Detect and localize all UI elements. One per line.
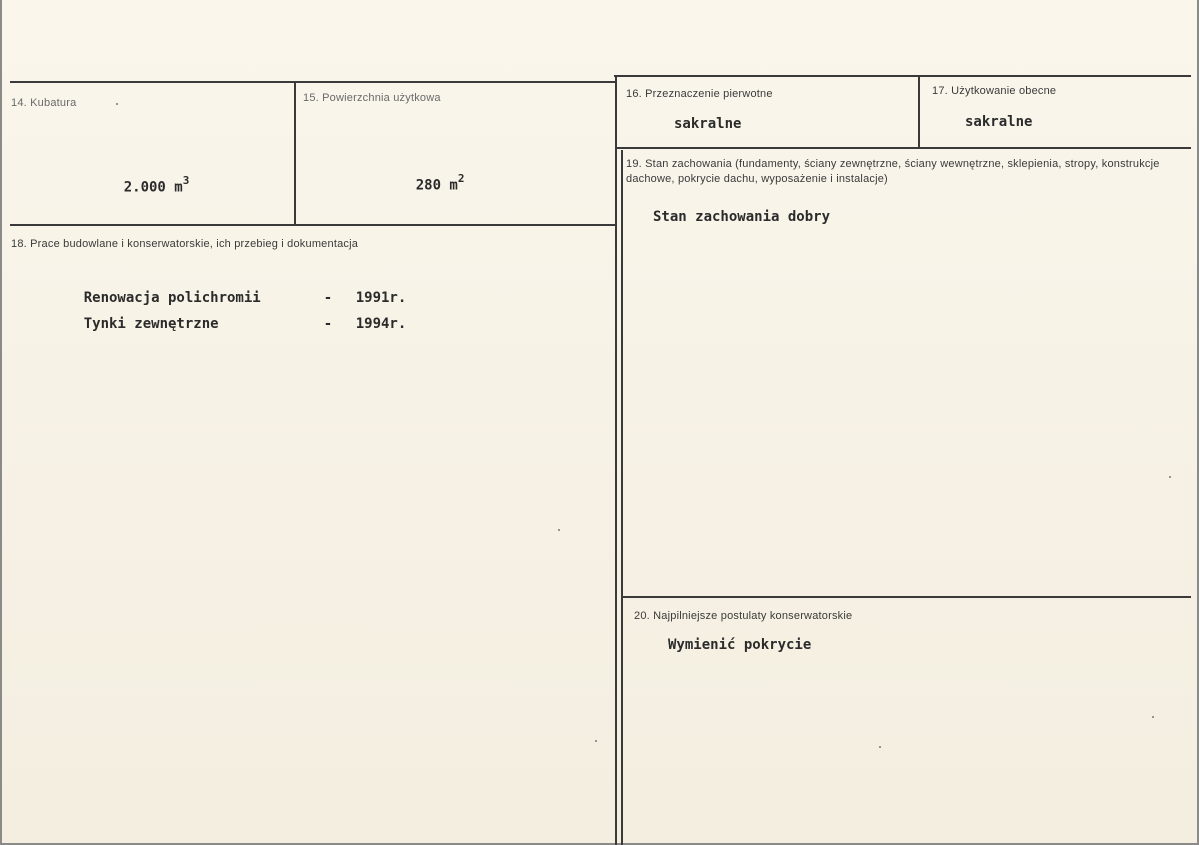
kubatura-unit-exponent: 3 [182,174,190,187]
paper-speck [595,740,597,742]
przeznaczenie-value: sakralne [674,116,742,132]
paper-speck [116,103,118,105]
prace-entry-year: 1991r. [355,290,407,306]
rule-below-14-15 [10,224,617,226]
rule-above-20 [622,596,1191,598]
kubatura-number: 2.000 m [123,179,183,196]
paper-speck [558,529,560,531]
kubatura-value [90,160,189,212]
postulaty-value: Wymienić pokrycie [668,637,812,653]
center-divider-lower [621,150,623,845]
stan-label: 19. Stan zachowania (fundamenty, ściany zewnętrzne, ściany wewnętrzne, sklepienia, stropy, konstrukcje dachowe, pokrycie dachu, wyposażenie i instalacje) [626,158,1160,185]
uzytkowanie-value: sakralne [965,114,1033,130]
paper-speck [1152,716,1154,718]
paper-speck [1169,476,1171,478]
divider-16-17 [918,76,920,148]
top-rule-left [10,81,616,83]
powierzchnia-value [382,158,465,210]
powierzchnia-unit-exponent: 2 [457,172,465,185]
divider-14-15 [294,82,296,226]
prace-entry-name: Renowacja polichromii [83,290,261,306]
powierzchnia-label: 15. Powierzchnia użytkowa [303,92,441,104]
top-rule-right [614,75,1191,77]
prace-entry [50,300,406,348]
center-divider [615,76,617,845]
przeznaczenie-label: 16. Przeznaczenie pierwotne [626,88,773,100]
postulaty-label: 20. Najpilniejsze postulaty konserwatorskie [634,610,853,622]
prace-entry-year: 1994r. [355,316,407,332]
prace-entry-name: Tynki zewnętrzne [83,316,219,332]
uzytkowanie-label: 17. Użytkowanie obecne [932,85,1057,97]
powierzchnia-number: 280 m [415,177,458,194]
prace-entry-dash: - [323,290,333,306]
prace-entry-dash: - [323,316,333,332]
stan-value: Stan zachowania dobry [653,209,831,225]
prace-label: 18. Prace budowlane i konserwatorskie, ich przebieg i dokumentacja [11,238,359,250]
kubatura-label: 14. Kubatura [11,97,77,109]
rule-below-16-17 [616,147,1191,149]
paper-speck [879,746,881,748]
